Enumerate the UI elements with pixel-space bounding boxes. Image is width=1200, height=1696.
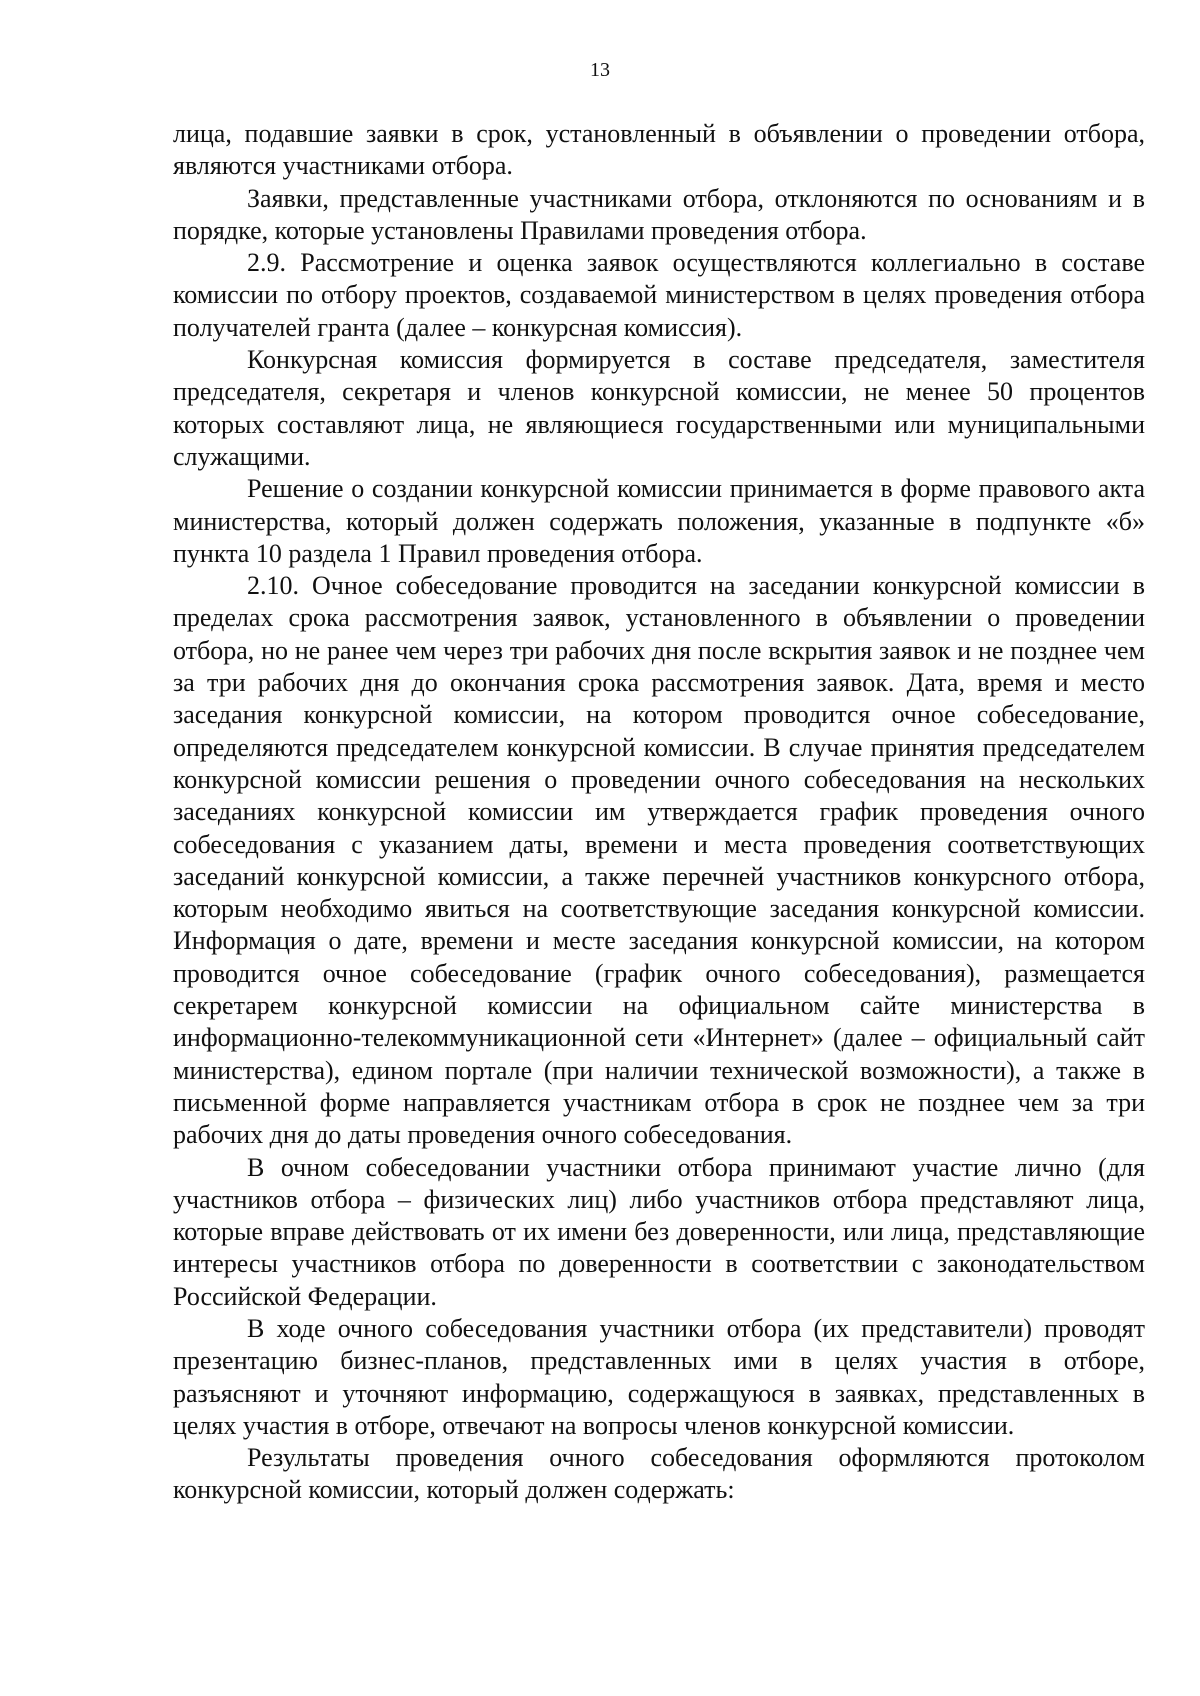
paragraph-applications-rejection: Заявки, представленные участниками отбора, отклоняются по основаниям и в порядке, которые установлены Правилами проведения отбора.	[173, 183, 1145, 245]
paragraph-2-10-interview: 2.10. Очное собеседование проводится на заседании конкурсной комиссии в пределах срока рассмотрения заявок, установленного в объявлении о проведении отбора, но не ранее чем через три рабочих дня после вскрытия заявок и не позднее чем за три рабочих дня до окончания срока рассмотрения заявок. Дата, время и место заседания конкурсной комиссии, на котором проводится очное собеседование, определяются председателем конкурсной комиссии. В случае принятия председателем конкурсной комиссии решения о проведении очного собеседования на нескольких заседаниях конкурсной комиссии им утверждается график проведения очного собеседования с указанием даты, времени и места проведения соответствующих заседаний конкурсной комиссии, а также перечней участников конкурсного отбора, которым необходимо явиться на соответствующие заседания конкурсной комиссии. Информация о дате, времени и месте заседания конкурсной комиссии, на котором проводится очное собеседование (график очного собеседования), размещается секретарем конкурсной комиссии на официальном сайте министерства в информационно-телекоммуникационной сети «Интернет» (далее – официальный сайт министерства), едином портале (при наличии технической возможности), а также в письменной форме направляется участникам отбора в срок не позднее чем за три рабочих дня до даты проведения очного собеседования.	[173, 571, 1145, 1150]
paragraph-commission-decision: Решение о создании конкурсной комиссии принимается в форме правового акта министерства, который должен содержать положения, указанные в подпункте «б» пункта 10 раздела 1 Правил проведения отбора.	[173, 474, 1145, 568]
paragraph-interview-participation: В очном собеседовании участники отбора принимают участие лично (для участников отбора – физических лиц) либо участников отбора представляют лица, которые вправе действовать от их имени без доверенности, или лица, представляющие интересы участников отбора по доверенности в соответствии с законодательством Российской Федерации.	[173, 1152, 1145, 1311]
paragraph-2-9-review: 2.9. Рассмотрение и оценка заявок осуществляются коллегиально в составе комиссии по отбору проектов, создаваемой министерством в целях проведения отбора получателей гранта (далее – конкурсная комиссия).	[173, 248, 1145, 342]
page-number: 13	[590, 59, 610, 81]
paragraph-interview-results: Результаты проведения очного собеседования оформляются протоколом конкурсной комиссии, который должен содержать:	[173, 1443, 1145, 1505]
paragraph-interview-presentation: В ходе очного собеседования участники отбора (их представители) проводят презентацию бизнес-планов, представленных ими в целях участия в отборе, разъясняют и уточняют информацию, содержащуюся в заявках, представленных в целях участия в отборе, отвечают на вопросы членов конкурсной комиссии.	[173, 1313, 1145, 1440]
paragraph-commission-composition: Конкурсная комиссия формируется в составе председателя, заместителя председателя, секретаря и членов конкурсной комиссии, не менее 50 процентов которых составляют лица, не являющиеся государственными или муниципальными служащими.	[173, 345, 1145, 471]
document-body	[173, 118, 1145, 1507]
paragraph-continuation: лица, подавшие заявки в срок, установленный в объявлении о проведении отбора, являются участниками отбора.	[173, 119, 1145, 181]
